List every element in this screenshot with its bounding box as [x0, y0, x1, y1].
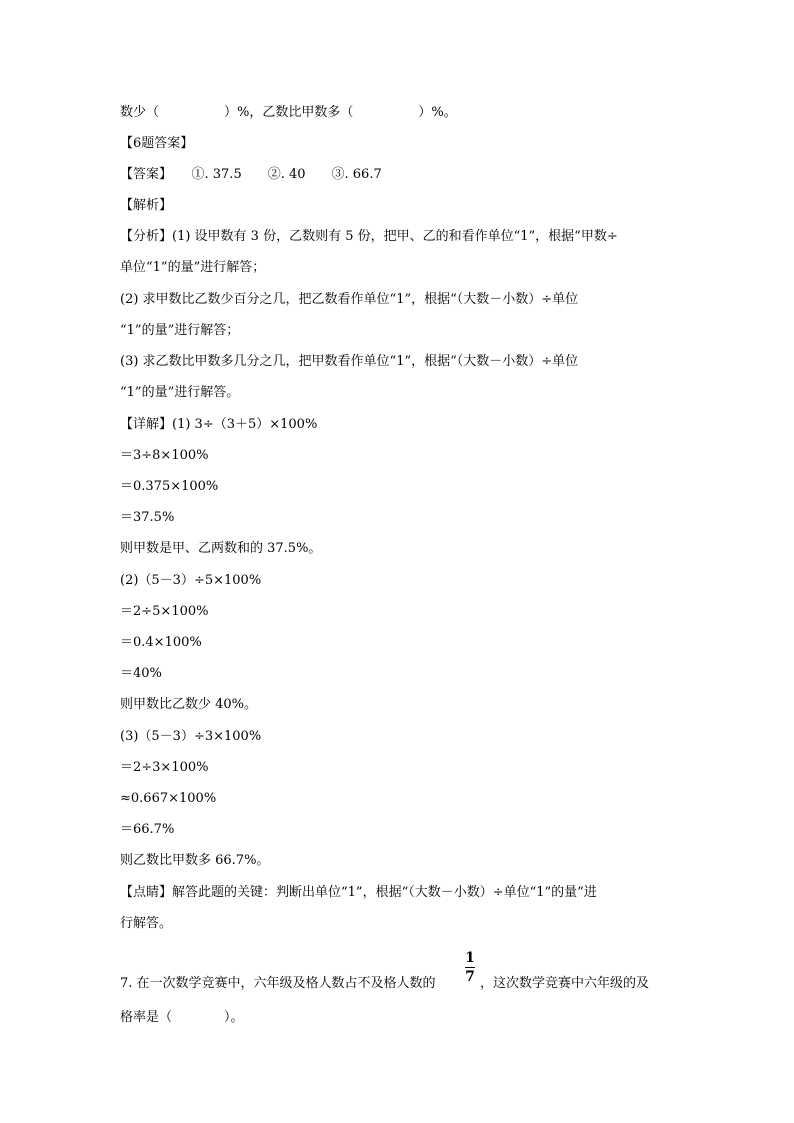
- fraction-numerator: 1: [465, 950, 475, 966]
- analysis-line-6: “1”的量”进行解答。: [120, 385, 240, 400]
- detail-line-9: ＝40%: [120, 666, 162, 681]
- detail-line-5: 则甲数是甲、乙两数和的 37.5%。: [120, 541, 322, 556]
- detail-line-4: ＝37.5%: [120, 510, 175, 525]
- fraction-bar: [465, 967, 475, 968]
- detail-line-6: (2)（5－3）÷5×100%: [120, 573, 262, 588]
- analysis-line-3: (2) 求甲数比乙数少百分之几，把乙数看作单位“1”，根据“（大数－小数）÷单位: [120, 292, 579, 307]
- analysis-line-4: “1”的量”进行解答；: [120, 323, 240, 338]
- analysis-line-5: (3) 求乙数比甲数多几分之几，把甲数看作单位“1”，根据“（大数－小数）÷单位: [120, 354, 579, 369]
- analysis-heading: 【解析】: [120, 198, 173, 213]
- analysis-line-1: 【分析】(1) 设甲数有 3 份，乙数则有 5 份，把甲、乙的和看作单位“1”，根据“甲数÷: [120, 229, 618, 244]
- detail-line-11: (3)（5－3）÷3×100%: [120, 729, 262, 744]
- comment-line-2: 行解答。: [120, 916, 173, 931]
- comment-line-1: 【点睛】解答此题的关键：判断出单位“1”，根据“（大数－小数）÷单位“1”的量”进: [120, 885, 597, 900]
- detail-line-8: ＝0.4×100%: [120, 635, 202, 650]
- question7-text-before: 7. 在一次数学竞赛中，六年级及格人数占不及格人数的: [120, 976, 436, 991]
- detail-line-3: ＝0.375×100%: [120, 479, 219, 494]
- fraction-denominator: 7: [465, 969, 475, 985]
- answer-line: 【答案】 ①. 37.5 ②. 40 ③. 66.7: [120, 167, 382, 182]
- detail-line-12: ＝2÷3×100%: [120, 760, 209, 775]
- detail-line-14: ＝66.7%: [120, 822, 175, 837]
- detail-line-1: 【详解】(1) 3÷（3＋5）×100%: [120, 417, 318, 432]
- detail-line-15: 则乙数比甲数多 66.7%。: [120, 853, 270, 868]
- detail-line-7: ＝2÷5×100%: [120, 604, 209, 619]
- detail-line-2: ＝3÷8×100%: [120, 448, 209, 463]
- question7-text-after: ，这次数学竞赛中六年级的及: [480, 976, 650, 991]
- detail-line-13: ≈0.667×100%: [120, 791, 217, 806]
- answer-heading: 【6题答案】: [120, 136, 194, 151]
- question7-line-2: 格率是（ ）。: [120, 1010, 244, 1025]
- text-line-1: 数少（ ）%，乙数比甲数多（ ）%。: [120, 105, 457, 120]
- fraction-one-seventh: [464, 950, 476, 985]
- analysis-line-2: 单位“1”的量”进行解答；: [120, 260, 266, 275]
- detail-line-10: 则甲数比乙数少 40%。: [120, 697, 258, 712]
